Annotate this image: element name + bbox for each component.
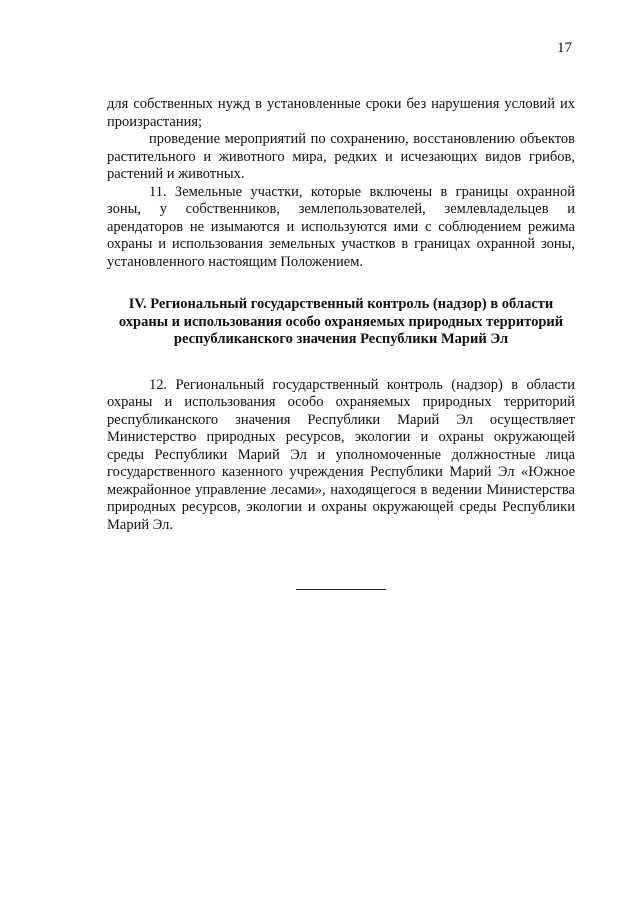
paragraph-continuation: для собственных нужд в установленные сроки без нарушения условий их произрастания; [107,96,575,130]
section-heading-line-2: охраны и использования особо охраняемых природных территорий [118,313,564,330]
end-of-document-rule [296,589,386,590]
paragraph-conservation-measures: проведение мероприятий по сохранению, восстановлению объектов растительного и животного мира, редких и исчезающих видов грибов, растений и животных. [107,131,575,182]
section-heading-line-3: республиканского значения Республики Марий Эл [173,331,509,347]
paragraph-11: 11. Земельные участки, которые включены в границы охранной зоны, у собственников, землепользователей, землевладельцев и арендаторов не изымаются и используются ими с соблюдением режима охраны и использования земельных участков в границах охранной зоны, установленного настоящим Положением. [107,183,575,270]
section-iv-heading [107,296,575,349]
paragraph-12: 12. Региональный государственный контроль (надзор) в области охраны и использования особо охраняемых природных территорий республиканского значения Республики Марий Эл осуществляет Министерство природных ресурсов, экологии и охраны окружающей среды Республики Марий Эл и уполномоченные должностные лица государственного казенного учреждения Республики Марий Эл «Южное межрайонное управление лесами», находящегося в ведении Министерства природных ресурсов, экологии и охраны окружающей среды Республики Марий Эл. [107,376,575,533]
page-number: 17 [557,40,572,56]
document-body [107,96,575,590]
section-heading-line-1: IV. Региональный государственный контроль (надзор) в области [128,296,554,312]
